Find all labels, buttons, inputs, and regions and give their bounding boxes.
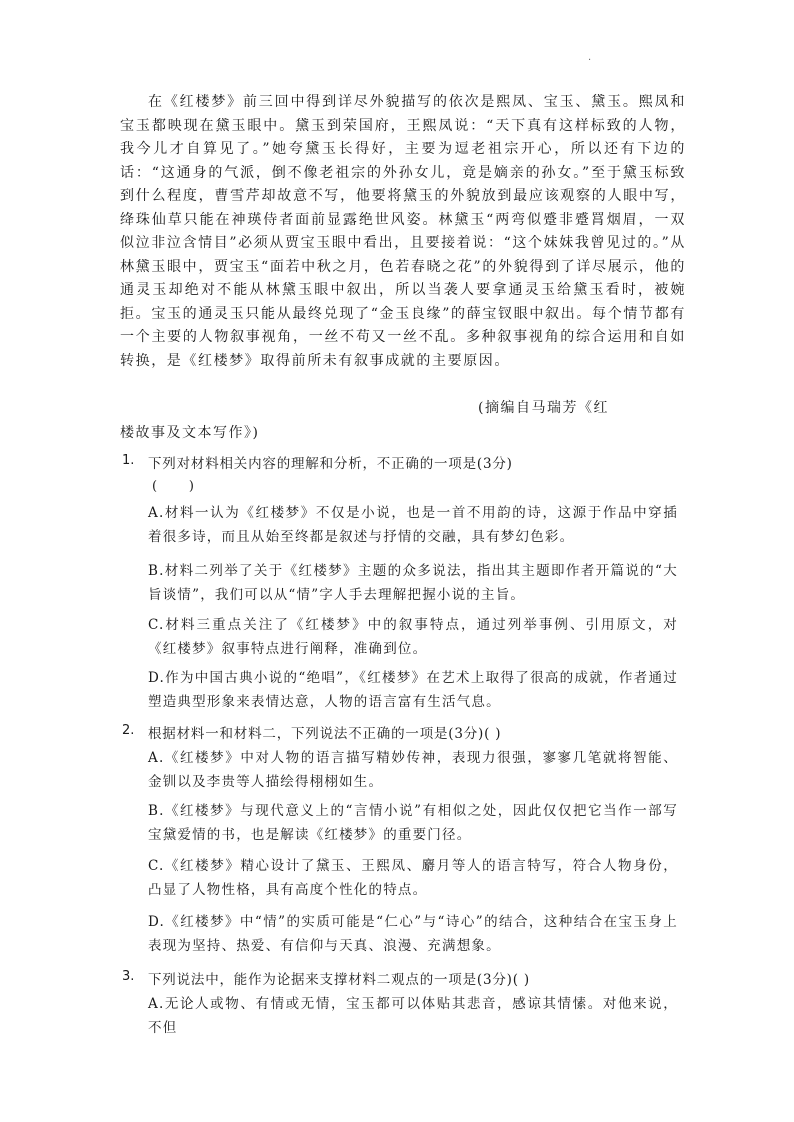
- question-2-option-d: D.《红楼梦》中“情”的实质可能是“仁心”与“诗心”的结合，这种结合在宝玉身上表现为坚持、热爱、有信仰与天真、浪漫、充满想象。: [148, 914, 678, 954]
- question-2-option-a: A.《红楼梦》中对人物的语言描写精妙传神，表现力很强，寥寥几笔就将智能、金钏以及李贵等人描绘得栩栩如生。: [148, 750, 678, 790]
- question-1-number: 1.: [122, 453, 135, 468]
- question-2-option-c: C.《红楼梦》精心设计了黛玉、王熙凤、麝月等人的语言特写，符合人物身份，凸显了人物性格，具有高度个性化的特点。: [148, 858, 678, 898]
- question-1-answer-blank[interactable]: ( ): [152, 479, 195, 494]
- question-2-stem: 根据材料一和材料二，下列说法不正确的一项是(3分)( ): [148, 726, 502, 742]
- question-3-stem: 下列说法中，能作为论据来支撑材料二观点的一项是(3分)( ): [148, 972, 530, 988]
- question-1-option-d: D.作为中国古典小说的“绝唱”，《红楼梦》在艺术上取得了很高的成就，作者通过塑造典型形象来表情达意，人物的语言富有生活气息。: [148, 670, 678, 710]
- question-2-option-b: B.《红楼梦》与现代意义上的“言情小说”有相似之处，因此仅仅把它当作一部写宝黛爱情的书，也是解读《红楼梦》的重要门径。: [148, 803, 678, 843]
- passage-source-line1: (摘编自马瑞芳《红: [478, 400, 609, 416]
- question-1-stem: 下列对材料相关内容的理解和分析，不正确的一项是(3分): [148, 456, 513, 472]
- question-3-number: 3.: [122, 969, 135, 984]
- question-1-option-c: C.材料三重点关注了《红楼梦》中的叙事特点，通过列举事例、引用原文，对《红楼梦》叙事特点进行阐释，准确到位。: [148, 617, 678, 657]
- question-1-option-a: A.材料一认为《红楼梦》不仅是小说，也是一首不用韵的诗，这源于作品中穿插着很多诗，而且从始至终都是叙述与抒情的交融，具有梦幻色彩。: [148, 505, 678, 545]
- passage-source-line2: 楼故事及文本写作》): [120, 425, 260, 441]
- page-mark: .: [588, 52, 592, 63]
- question-2-number: 2.: [122, 723, 135, 738]
- question-1-option-b: B.材料二列举了关于《红楼梦》主题的众多说法，指出其主题即作者开篇说的“大旨谈情”，我们可以从“情”字人手去理解把握小说的主旨。: [148, 563, 678, 603]
- reading-passage: 在《红楼梦》前三回中得到详尽外貌描写的依次是熙凤、宝玉、黛玉。熙凤和宝玉都映现在黛玉眼中。黛玉到荣国府，王熙凤说：“天下真有这样标致的人物，我今儿才自算见了。”她夸黛玉长得好，主要为逗老祖宗开心，所以还有下边的话：“这通身的气派，倒不像老祖宗的外孙女儿，竟是嫡亲的孙女。”至于黛玉标致到什么程度，曹雪芹却故意不写，他要将黛玉的外貌放到最应该观察的人眼中写，绛珠仙草只能在神瑛侍者面前显露绝世风姿。林黛玉“两弯似蹙非蹙罥烟眉，一双似泣非泣含情目”必须从贾宝玉眼中看出，且要接着说：“这个妹妹我曾见过的。”从林黛玉眼中，贾宝玉“面若中秋之月，色若春晓之花”的外貌得到了详尽展示，他的通灵玉却绝对不能从林黛玉眼中叙出，所以当袭人要拿通灵玉给黛玉看时，被婉拒。宝玉的通灵玉只能从最终兑现了“金玉良缘”的薛宝钗眼中叙出。每个情节都有一个主要的人物叙事视角，一丝不苟又一丝不乱。多种叙事视角的综合运用和自如转换，是《红楼梦》取得前所未有叙事成就的主要原因。: [120, 94, 686, 369]
- question-3-option-a: A.无论人或物、有情或无情，宝玉都可以体贴其悲音，感谅其情愫。对他来说，不但: [148, 996, 678, 1036]
